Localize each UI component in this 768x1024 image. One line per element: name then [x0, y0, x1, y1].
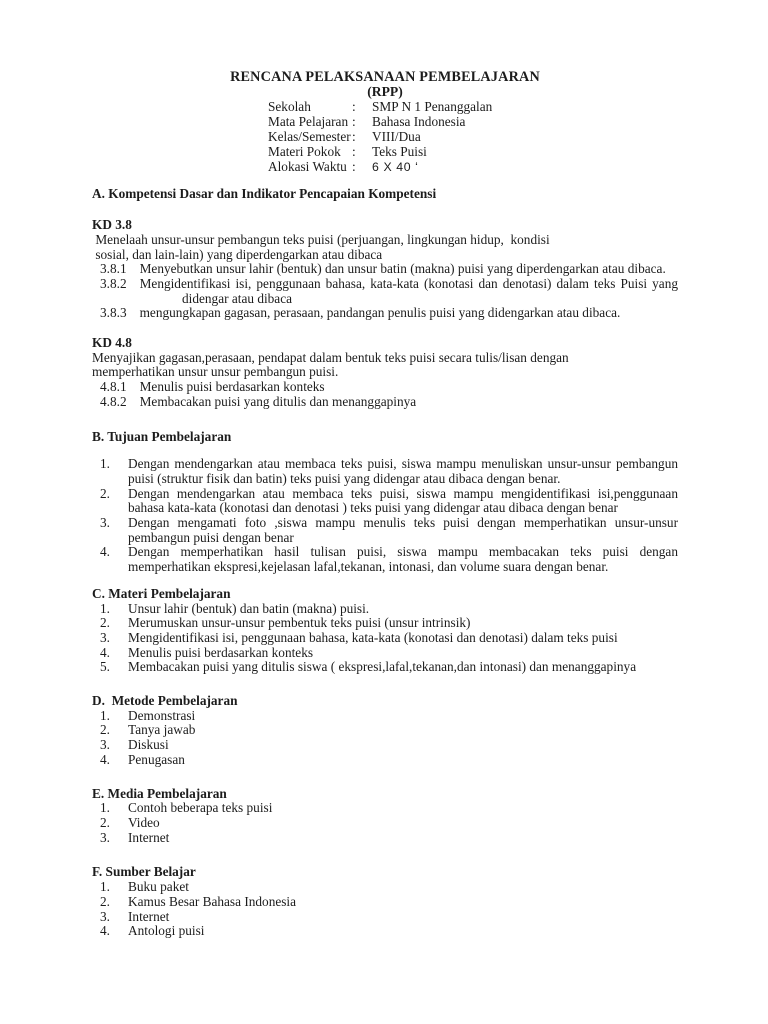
list-item	[100, 457, 678, 486]
kd-48-block	[92, 336, 678, 410]
meta-row-materi-pokok	[268, 145, 678, 160]
list-item-text: Dengan memperhatikan hasil tulisan puisi, siswa mampu membacakan teks puisi dengan memperhatikan ekspresi,kejelasan lafal,tekanan, intonasi, dan volume suara dengan benar.	[128, 544, 678, 575]
list-item-text: Membacakan puisi yang ditulis siswa ( ekspresi,lafal,tekanan,dan intonasi) dan menanggapinya	[128, 659, 637, 675]
list-item	[100, 602, 678, 617]
meta-separator: :	[352, 129, 356, 144]
section-materi-pembelajaran	[92, 587, 678, 675]
list-item	[100, 831, 678, 846]
kd-38-intro-line: sosial, dan lain-lain) yang diperdengarkan atau dibaca	[92, 246, 383, 262]
section-sumber-belajar	[92, 865, 678, 939]
numbered-list	[100, 801, 678, 845]
list-item-number: 4.	[100, 544, 110, 560]
kd-48-intro-line: Menyajikan gagasan,perasaan, pendapat dalam bentuk teks puisi secara tulis/lisan dengan	[92, 349, 569, 365]
list-item-number: 3.	[100, 515, 110, 531]
list-item-text: Dengan mendengarkan atau membaca teks puisi, siswa mampu mengidentifikasi isi,penggunaan bahasa kata-kata (konotasi dan denotasi ) teks puisi yang didengar atau dibaca dengan benar	[128, 485, 678, 516]
list-item-number: 1.	[100, 600, 110, 616]
kd-38-intro-line: Menelaah unsur-unsur pembangun teks puisi (perjuangan, lingkungan hidup, kondisi	[92, 231, 550, 247]
section-metode-pembelajaran	[92, 694, 678, 768]
list-item-number: 3.	[100, 737, 110, 753]
list-item-number: 4.	[100, 644, 110, 660]
list-item-text: Menulis puisi berdasarkan konteks	[128, 644, 314, 660]
meta-value: SMP N 1 Penanggalan	[372, 99, 493, 115]
list-item	[92, 277, 678, 306]
list-item-text: Membacakan puisi yang ditulis dan menanggapinya	[139, 393, 417, 409]
list-item	[100, 910, 678, 925]
list-item-number: 2.	[100, 893, 110, 909]
list-item-number: 2.	[100, 815, 110, 830]
meta-label: Mata Pelajaran	[268, 114, 349, 130]
list-item-number: 5.	[100, 659, 110, 675]
meta-value: Bahasa Indonesia	[372, 114, 466, 130]
meta-value: Teks Puisi	[372, 143, 427, 159]
list-item-text: Buku paket	[128, 879, 189, 895]
meta-row-sekolah	[268, 100, 678, 115]
list-item-text: Menyebutkan unsur lahir (bentuk) dan unsur batin (makna) puisi yang diperdengarkan atau dibaca.	[139, 261, 666, 277]
meta-separator: :	[352, 99, 356, 115]
list-item	[100, 753, 678, 768]
section-heading: B. Tujuan Pembelajaran	[92, 428, 232, 444]
section-heading: F. Sumber Belajar	[92, 864, 196, 880]
section-kompetensi-dasar	[92, 187, 678, 409]
list-item	[100, 738, 678, 753]
list-item-number: 3.8.1	[100, 261, 127, 277]
list-item-number: 1.	[100, 879, 110, 895]
list-item	[100, 816, 678, 831]
list-item-text: Contoh beberapa teks puisi	[128, 800, 273, 816]
list-item	[100, 924, 678, 939]
numbered-list	[100, 709, 678, 768]
list-item	[92, 395, 678, 410]
list-item	[100, 545, 678, 574]
list-item-text: Dengan mengamati foto ,siswa mampu menulis teks puisi dengan memperhatikan unsur-unsur pembangun puisi dengan benar	[128, 515, 678, 545]
list-item-number: 3.8.3	[100, 305, 127, 321]
numbered-list	[100, 457, 678, 575]
meta-separator: :	[352, 114, 356, 130]
list-item-text: Mengidentifikasi isi, penggunaan bahasa, kata-kata (konotasi dan denotasi) dalam teks Puisi yang didengar atau dibaca	[139, 275, 678, 306]
meta-label: Sekolah	[268, 99, 311, 115]
list-item-number: 4.	[100, 751, 110, 767]
list-item-number: 4.8.1	[100, 379, 127, 395]
document-subtitle: (RPP)	[367, 83, 403, 99]
list-item-number: 1.	[100, 707, 110, 723]
list-item	[100, 709, 678, 724]
meta-block	[268, 100, 678, 174]
list-item-text: Unsur lahir (bentuk) dan batin (makna) puisi.	[128, 600, 370, 616]
list-item-text: mengungkapan gagasan, perasaan, pandangan penulis puisi yang didengarkan atau dibaca.	[139, 305, 621, 321]
kd-48-heading: KD 4.8	[92, 335, 132, 351]
list-item-text: Mengidentifikasi isi, penggunaan bahasa, kata-kata (konotasi dan denotasi) dalam teks puisi	[128, 629, 618, 645]
kd-38-block	[92, 218, 678, 321]
numbered-list	[100, 602, 678, 676]
section-tujuan-pembelajaran	[92, 430, 678, 575]
meta-value: 6 X 40 ʻ	[372, 159, 419, 174]
section-heading: D. Metode Pembelajaran	[92, 693, 238, 709]
list-item-text: Diskusi	[128, 737, 169, 753]
title-block	[92, 70, 678, 99]
list-item-number: 3.	[100, 908, 110, 924]
list-item-text: Kamus Besar Bahasa Indonesia	[128, 893, 297, 909]
kd-48-intro-line: memperhatikan unsur unsur pembangun puisi.	[92, 364, 339, 380]
meta-row-kelas-semester	[268, 130, 678, 145]
numbered-list	[100, 880, 678, 939]
list-item	[100, 880, 678, 895]
meta-row-alokasi-waktu	[268, 160, 678, 175]
meta-row-mata-pelajaran	[268, 115, 678, 130]
list-item	[92, 306, 678, 321]
section-heading: C. Materi Pembelajaran	[92, 585, 231, 601]
list-item-number: 2.	[100, 485, 110, 501]
list-item	[100, 801, 678, 816]
meta-separator: :	[352, 158, 356, 174]
list-item-text: Demonstrasi	[128, 707, 196, 723]
section-heading: A. Kompetensi Dasar dan Indikator Pencapaian Kompetensi	[92, 186, 437, 202]
list-item	[100, 660, 678, 675]
list-item-number: 3.	[100, 629, 110, 645]
list-item-text: Tanya jawab	[128, 722, 196, 738]
meta-value: VIII/Dua	[372, 129, 421, 144]
section-media-pembelajaran	[92, 787, 678, 846]
list-item	[100, 895, 678, 910]
list-item-text: Dengan mendengarkan atau membaca teks puisi, siswa mampu menuliskan unsur-unsur pembangun puisi (struktur fisik dan batin) teks puisi yang didengar atau dibaca dengan benar.	[128, 456, 678, 486]
list-item	[100, 516, 678, 545]
list-item	[100, 723, 678, 738]
meta-label: Kelas/Semester	[268, 129, 351, 144]
list-item-text: Internet	[128, 829, 170, 845]
list-item-number: 3.	[100, 829, 110, 845]
document-title: RENCANA PELAKSANAAN PEMBELAJARAN	[230, 69, 540, 85]
list-item-number: 4.	[100, 923, 110, 939]
list-item	[100, 631, 678, 646]
list-item	[100, 646, 678, 661]
list-item-number: 2.	[100, 722, 110, 738]
list-item	[100, 616, 678, 631]
list-item	[92, 380, 678, 395]
list-item	[100, 487, 678, 516]
list-item-text: Penugasan	[128, 751, 185, 767]
list-item-text: Internet	[128, 908, 170, 924]
list-item-number: 4.8.2	[100, 393, 127, 409]
list-item-text: Antologi puisi	[128, 923, 205, 939]
kd-38-heading: KD 3.8	[92, 217, 132, 233]
list-item-text: Video	[128, 815, 160, 830]
list-item-text: Menulis puisi berdasarkan konteks	[139, 379, 325, 395]
meta-separator: :	[352, 143, 356, 159]
list-item-number: 3.8.2	[100, 275, 127, 291]
list-item	[92, 262, 678, 277]
list-item-number: 1.	[100, 456, 110, 472]
section-heading: E. Media Pembelajaran	[92, 785, 227, 801]
list-item-number: 1.	[100, 800, 110, 816]
list-item-number: 2.	[100, 615, 110, 631]
list-item-text: Merumuskan unsur-unsur pembentuk teks puisi (unsur intrinsik)	[128, 615, 471, 631]
meta-label: Materi Pokok	[268, 143, 341, 159]
meta-label: Alokasi Waktu	[268, 158, 347, 174]
